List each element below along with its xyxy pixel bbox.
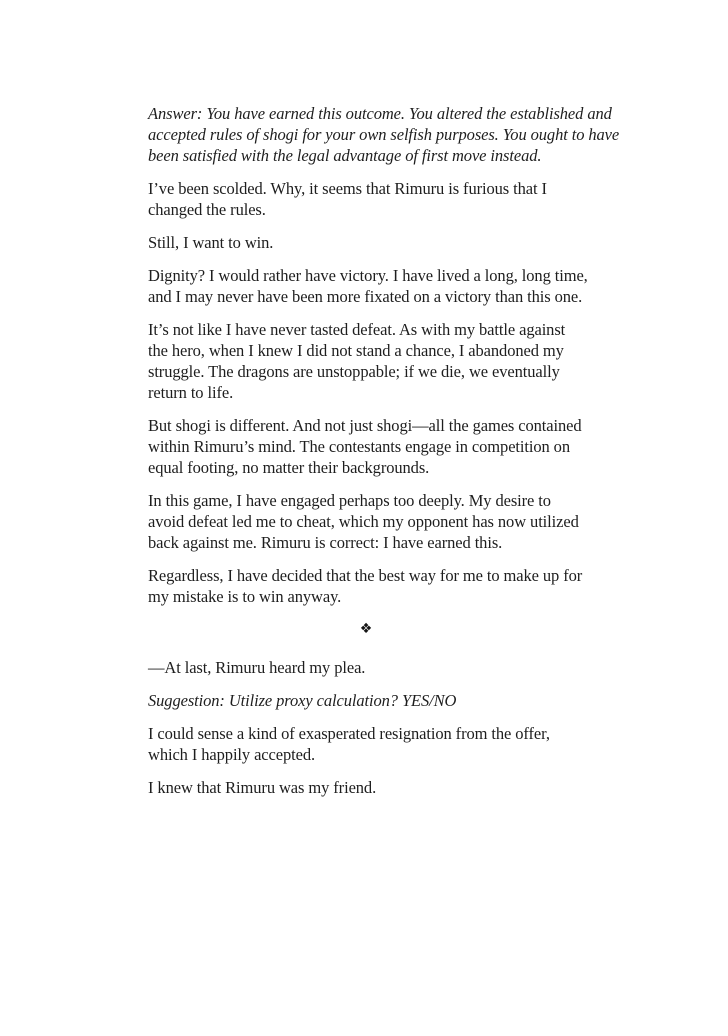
text-line: avoid defeat led me to cheat, which my opponent has now utilized [148, 512, 579, 531]
text-line: changed the rules. [148, 200, 266, 219]
text-line: struggle. The dragons are unstoppable; if we die, we eventually [148, 362, 560, 381]
section-divider [148, 619, 584, 639]
paragraph [148, 723, 584, 765]
text-line: which I happily accepted. [148, 745, 316, 764]
text-line: within Rimuru’s mind. The contestants engage in competition on [148, 437, 570, 456]
text-line: my mistake is to win anyway. [148, 587, 342, 606]
text-line: Answer: You have earned this outcome. You altered the established and [148, 104, 612, 123]
text-line: I could sense a kind of exasperated resignation from the offer, [148, 724, 550, 743]
paragraph-answer [148, 103, 620, 166]
text-line: —At last, Rimuru heard my plea. [148, 658, 366, 677]
text-line: been satisfied with the legal advantage of first move instead. [148, 146, 542, 165]
text-line: equal footing, no matter their backgrounds. [148, 458, 430, 477]
text-line: back against me. Rimuru is correct: I have earned this. [148, 533, 503, 552]
text-line: In this game, I have engaged perhaps too deeply. My desire to [148, 491, 551, 510]
text-line: and I may never have been more fixated on a victory than this one. [148, 287, 583, 306]
paragraph [148, 178, 584, 220]
paragraph [148, 777, 584, 798]
paragraph [148, 657, 584, 678]
text-line: the hero, when I knew I did not stand a chance, I abandoned my [148, 341, 564, 360]
text-line: I knew that Rimuru was my friend. [148, 778, 377, 797]
paragraph [148, 232, 584, 253]
text-line: return to life. [148, 383, 234, 402]
text-column [148, 103, 620, 810]
text-line: Still, I want to win. [148, 233, 274, 252]
text-line: It’s not like I have never tasted defeat. As with my battle against [148, 320, 566, 339]
divider-glyph-icon: ❖ [359, 621, 373, 637]
text-line: But shogi is different. And not just shogi—all the games contained [148, 416, 582, 435]
text-line: I’ve been scolded. Why, it seems that Rimuru is furious that I [148, 179, 547, 198]
paragraph [148, 490, 584, 553]
paragraph [148, 565, 584, 607]
text-line: Suggestion: Utilize proxy calculation? YES/NO [148, 691, 457, 710]
text-line: Dignity? I would rather have victory. I have lived a long, long time, [148, 266, 588, 285]
paragraph [148, 265, 588, 307]
paragraph-suggestion [148, 690, 584, 711]
text-line: Regardless, I have decided that the best way for me to make up for [148, 566, 583, 585]
paragraph [148, 415, 584, 478]
text-line: accepted rules of shogi for your own selfish purposes. You ought to have [148, 125, 620, 144]
paragraph [148, 319, 584, 403]
